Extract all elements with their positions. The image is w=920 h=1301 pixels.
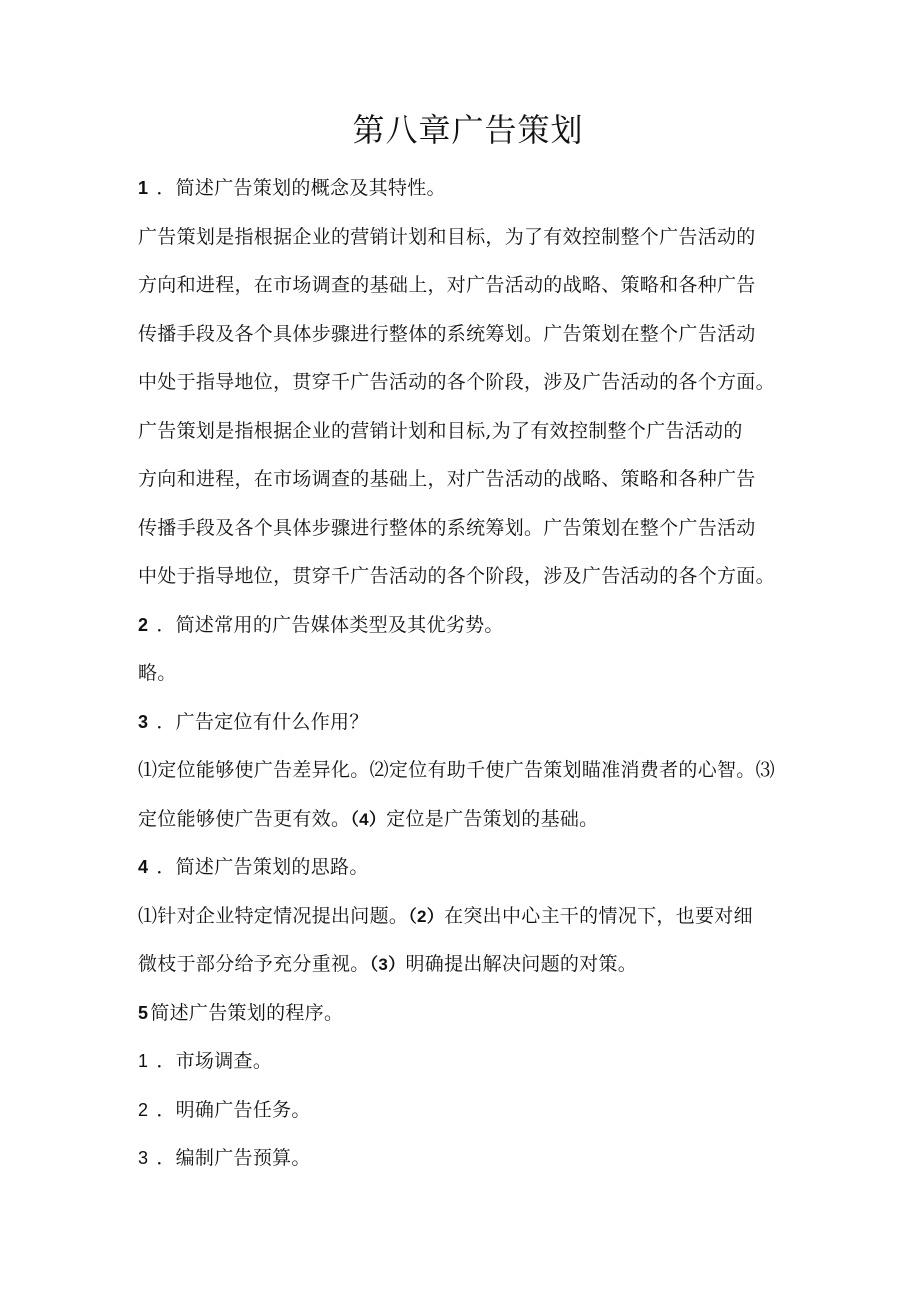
question-number: 2 (138, 614, 149, 635)
question-number: 1 (138, 178, 149, 198)
answer-line: 方向和进程，在市场调查的基础上，对广告活动的战略、策略和各种广告 (138, 468, 756, 490)
question-number: 4 (138, 857, 149, 877)
answer-line: 略。 (138, 662, 177, 684)
answer-text: 定位是广告策划的基础。 (386, 807, 599, 830)
question-text: ．简述常用的广告媒体类型及其优劣势。 (156, 613, 504, 636)
answer-line: ⑴定位能够使广告差异化。⑵定位有助千使广告策划瞄准消费者的心智。⑶ (138, 759, 775, 781)
question-text: ．简述广告策划的思路。 (156, 856, 369, 878)
answer-line: 传播手段及各个具体步骤进行整体的系统筹划。广告策划在整个广告活动 (138, 322, 756, 345)
answer-line (138, 940, 798, 989)
step-item (138, 1134, 798, 1183)
answer-line: 传播手段及各个具体步骤进行整体的系统筹划。广告策划在整个广告活动 (138, 516, 756, 539)
step-number: 2 (138, 1099, 149, 1120)
question-4 (138, 843, 798, 892)
answer-text: ⑴针对企业特定情况提出问题。 (138, 904, 409, 927)
answer-text: 微枝于部分给予充分重视。 (138, 953, 370, 975)
step-text: ．市场调查。 (156, 1050, 273, 1072)
answer-text: 定位能够使广告更有效。 (138, 807, 351, 830)
step-text: ．编制广告预算。 (156, 1147, 311, 1169)
question-3 (138, 698, 798, 747)
step-item (138, 1086, 798, 1135)
answer-line (138, 892, 798, 941)
question-text: 简述广告策划的程序。 (150, 1001, 344, 1024)
answer-text: 明确提出解决问题的对策。 (405, 953, 638, 975)
question-text: ．广告定位有什么作用？ (156, 710, 369, 733)
question-text: ．简述广告策划的概念及其特性。 (156, 177, 446, 199)
question-5 (138, 989, 798, 1038)
answer-line: 方向和进程，在市场调查的基础上，对广告活动的战略、策略和各种广告 (138, 274, 756, 296)
item-number: （3） (369, 955, 406, 974)
question-number: 5 (138, 1002, 149, 1023)
question-number: 3 (138, 711, 149, 732)
step-number: 3 (138, 1148, 149, 1168)
answer-line: 广告策划是指根据企业的营销计划和目标,为了有效控制整个广告活动的 (138, 419, 743, 442)
item-number: （2） (408, 906, 445, 926)
document-page (138, 108, 798, 1183)
step-text: ．明确广告任务。 (156, 1098, 311, 1121)
answer-line (138, 795, 798, 844)
question-2 (138, 601, 798, 650)
item-number: （4） (350, 809, 387, 829)
page-title: 第八章广告策划 (352, 111, 584, 149)
answer-line: 广告策划是指根据企业的营销计划和目标，为了有效控制整个广告活动的 (138, 225, 756, 248)
question-1 (138, 164, 798, 213)
step-number: 1 (138, 1051, 149, 1071)
answer-text: 在突出中心主干的情况下，也要对细 (444, 904, 753, 927)
answer-line: 中处于指导地位，贯穿千广告活动的各个阶段，涉及广告活动的各个方面。 (138, 565, 775, 587)
answer-line: 中处于指导地位，贯穿千广告活动的各个阶段，涉及广告活动的各个方面。 (138, 371, 775, 393)
step-item (138, 1037, 798, 1086)
